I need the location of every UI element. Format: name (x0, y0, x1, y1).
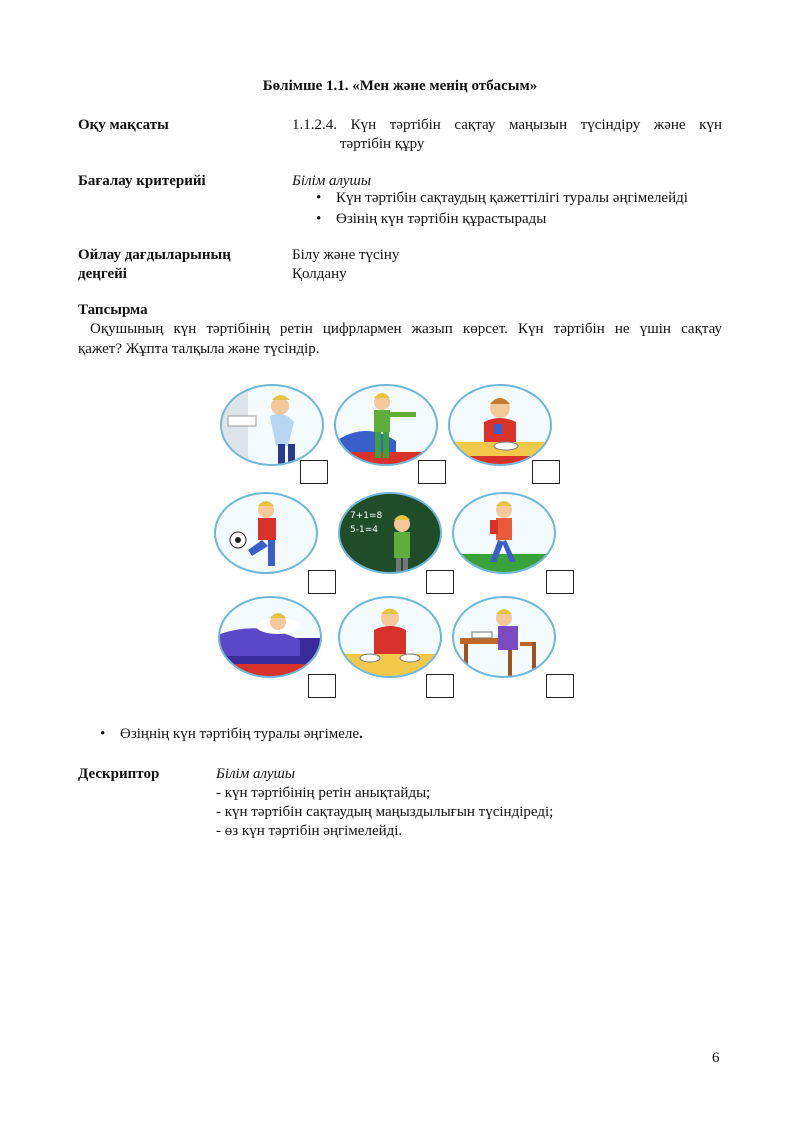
picture-cell (444, 382, 564, 487)
picture-cell (334, 490, 454, 595)
objective-text-line1: 1.1.2.4. Күн тәртібін сақтау маңызын түсіндіру және күн (292, 117, 722, 133)
picture-cell (330, 382, 450, 487)
thinking-value-line1: Білу және түсіну (292, 247, 400, 263)
lunch-icon (338, 596, 442, 678)
homework-icon (452, 596, 556, 678)
page-title: Бөлімше 1.1. «Мен және менің отбасым» (262, 78, 538, 94)
tell-bullet (92, 724, 692, 745)
tell-bullet-list (92, 724, 692, 745)
order-number-box[interactable] (308, 674, 336, 698)
thinking-value-line2: Қолдану (292, 266, 347, 282)
daily-routine-illustration (210, 382, 590, 702)
picture-cell (214, 594, 334, 699)
picture-cell (334, 594, 454, 699)
task-text-line1: Оқушының күн тәртібінің ретін цифрлармен жазып көрсет. Күн тәртібін не үшін сақтау (90, 321, 722, 337)
tell-bullet-text: Өзіңнің күн тәртібің туралы әңгімеле (120, 726, 360, 742)
tell-bullet-period: . (359, 726, 363, 742)
descriptor-item: - күн тәртібінің ретін анықтайды; (216, 785, 431, 801)
breakfast-icon (448, 384, 552, 466)
criteria-item: • Күн тәртібін сақтаудың қажеттілігі туралы әңгімелейді (308, 188, 738, 209)
descriptor-label: Дескриптор (78, 766, 160, 782)
task-text-line2: қажет? Жұпта талқыла және түсіндір. (78, 341, 320, 357)
board-text-line1: 7+1=8 (350, 511, 383, 521)
order-number-box[interactable] (308, 570, 336, 594)
objective-label: Оқу мақсаты (78, 117, 169, 133)
picture-cell (448, 490, 568, 595)
school-lesson-icon (338, 492, 442, 574)
picture-cell (448, 594, 568, 699)
criteria-label: Бағалау критерийі (78, 173, 206, 189)
order-number-box[interactable] (532, 460, 560, 484)
page-number: 6 (712, 1050, 720, 1066)
morning-exercise-icon (334, 384, 438, 466)
criteria-item: • Өзінің күн тәртібін құрастырады (308, 209, 738, 230)
football-icon (214, 492, 318, 574)
order-number-box[interactable] (546, 674, 574, 698)
thinking-label-line2: деңгейі (78, 266, 127, 282)
descriptor-item: - күн тәртібін сақтаудың маңыздылығын түсіндіреді; (216, 804, 554, 820)
thinking-label-line1: Ойлау дағдыларының (78, 247, 231, 263)
sleeping-icon (218, 596, 322, 678)
descriptor-item: - өз күн тәртібін әңгімелейді. (216, 823, 403, 839)
walking-to-school-icon (452, 492, 556, 574)
task-label: Тапсырма (78, 302, 148, 318)
objective-text-line2: тәртібін құру (340, 136, 425, 152)
order-number-box[interactable] (418, 460, 446, 484)
washing-icon (220, 384, 324, 466)
picture-cell (210, 490, 330, 595)
descriptor-intro: Білім алушы (216, 766, 296, 782)
picture-cell (216, 382, 336, 487)
criteria-list (308, 188, 738, 230)
order-number-box[interactable] (546, 570, 574, 594)
order-number-box[interactable] (300, 460, 328, 484)
board-text-line2: 5-1=4 (350, 525, 378, 535)
criteria-intro: Білім алушы (292, 173, 372, 189)
